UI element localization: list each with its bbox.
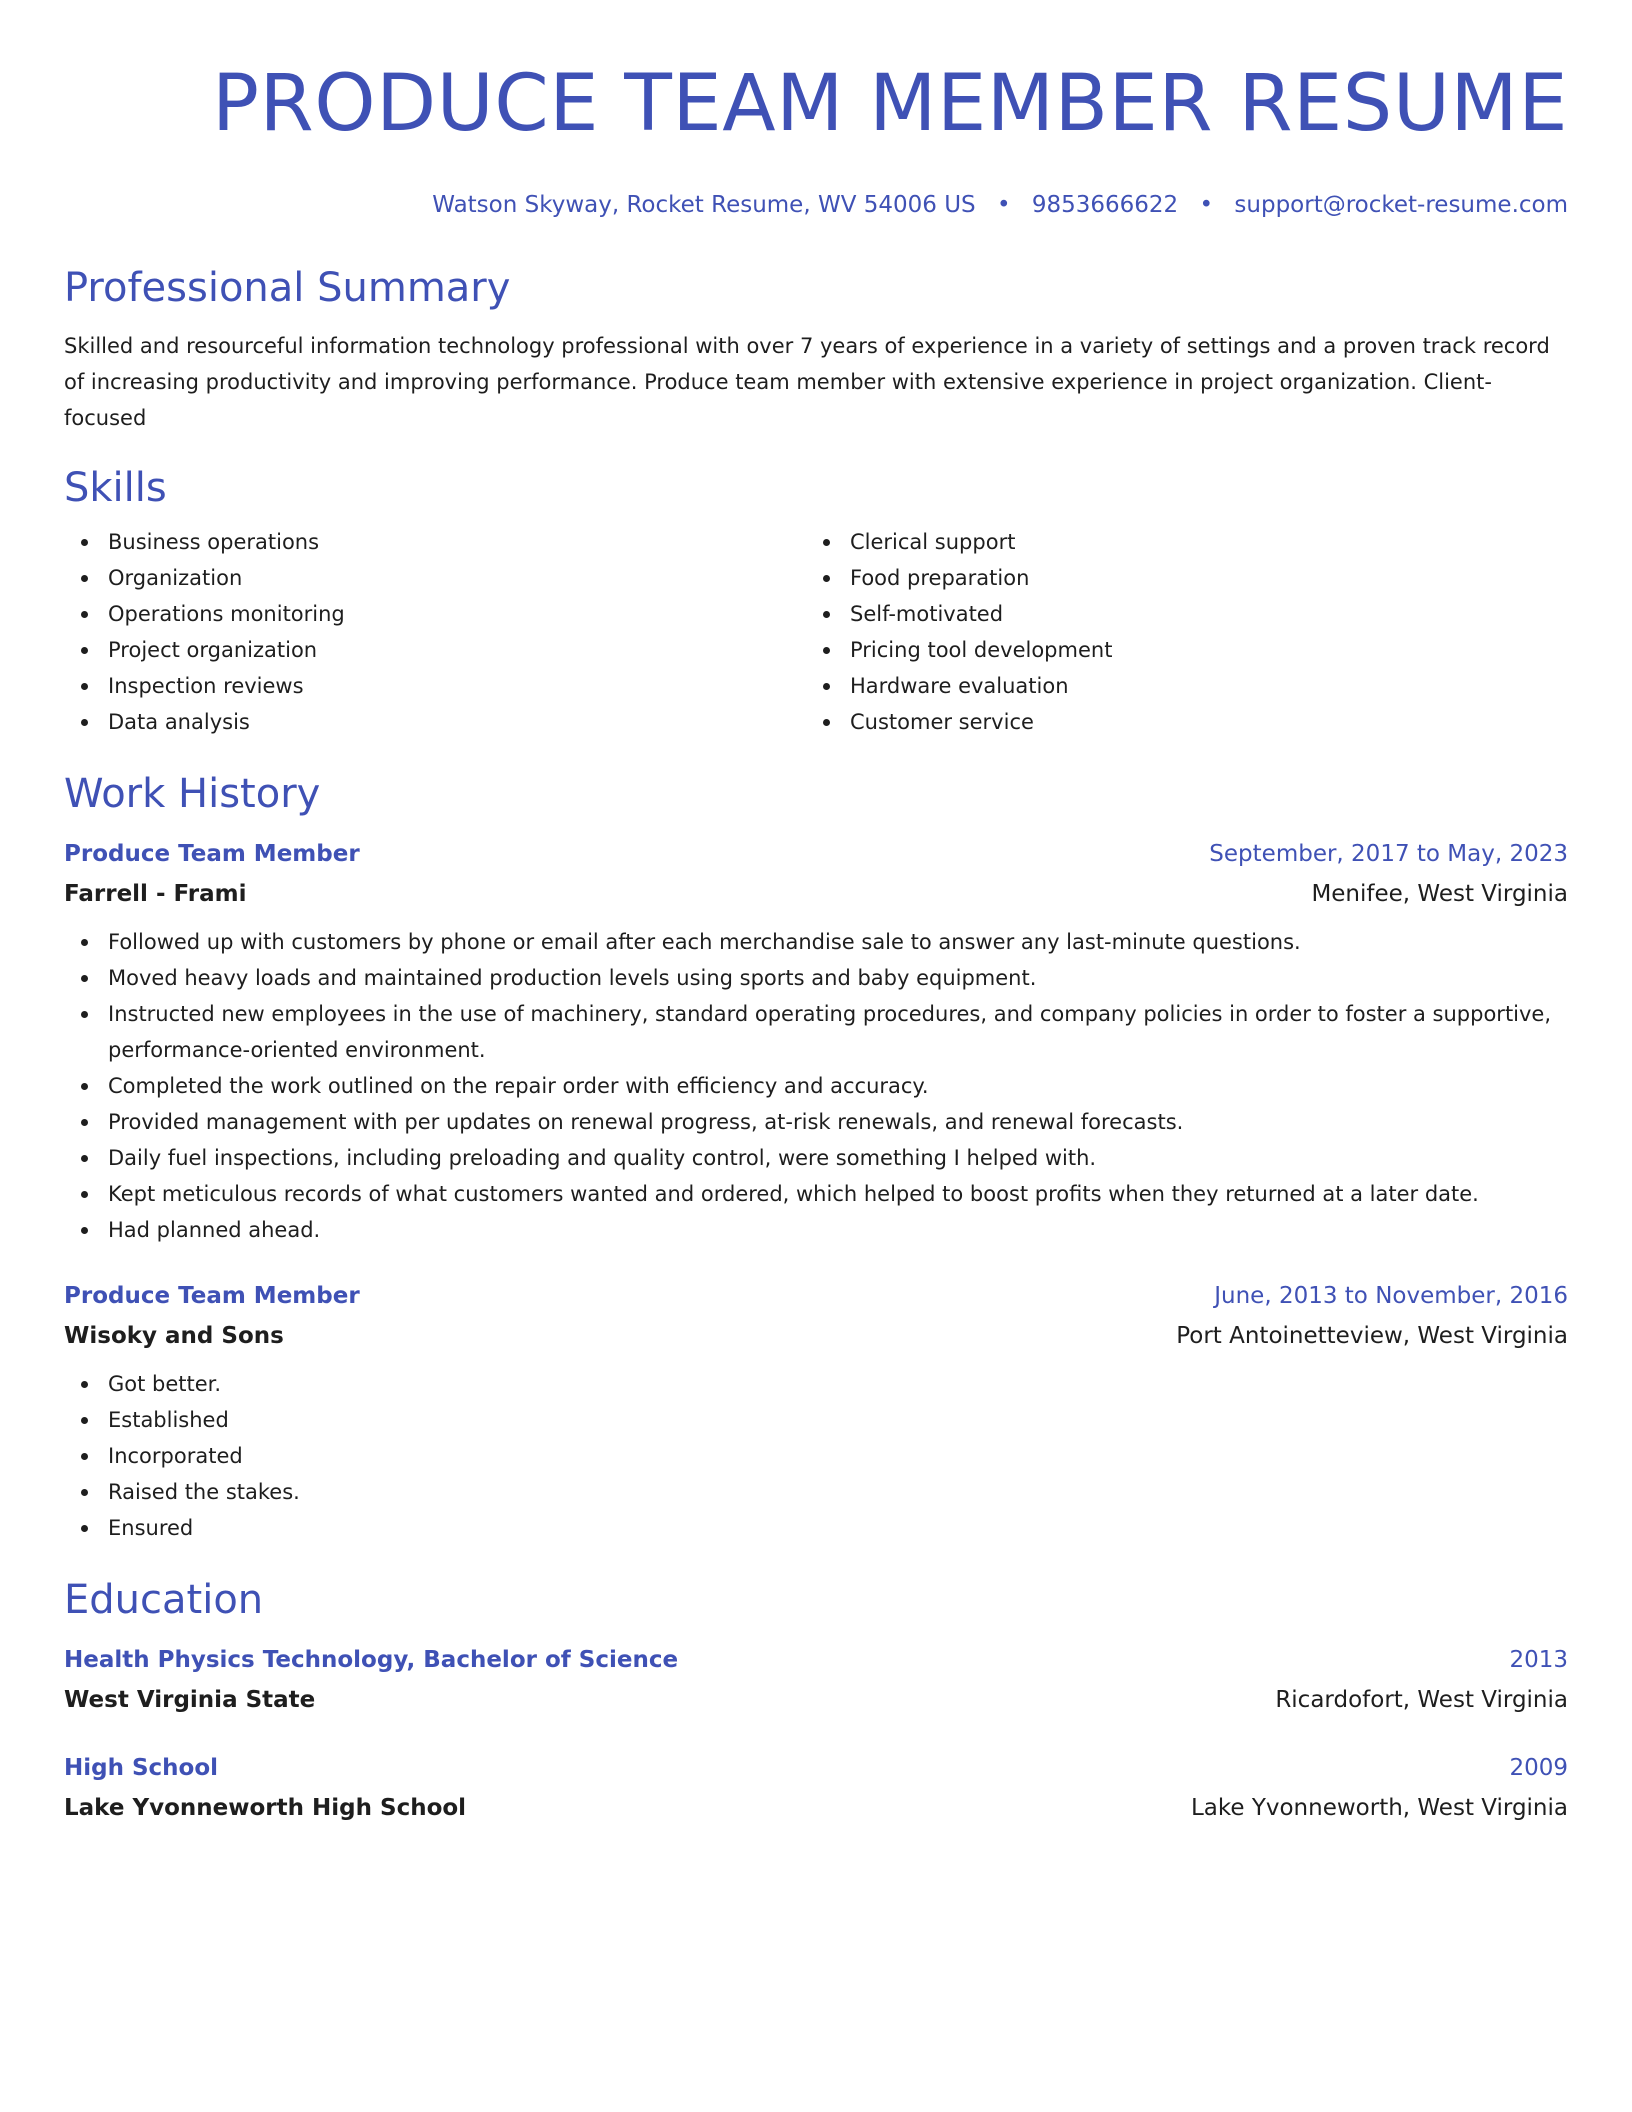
skill-item: Self-motivated bbox=[806, 596, 1548, 632]
job-bullet: Kept meticulous records of what customers wanted and ordered, which helped to boost profits when they returned at a later date. bbox=[64, 1176, 1568, 1212]
contact-email: support@rocket-resume.com bbox=[1234, 192, 1568, 218]
skill-item: Data analysis bbox=[64, 704, 806, 740]
job-bullet: Had planned ahead. bbox=[64, 1212, 1568, 1248]
job-bullet: Incorporated bbox=[64, 1438, 1568, 1474]
education-entry bbox=[64, 1748, 1568, 1828]
contact-line bbox=[64, 190, 1568, 220]
education-degree: Health Physics Technology, Bachelor of Science bbox=[64, 1647, 679, 1673]
skill-item: Food preparation bbox=[806, 560, 1548, 596]
contact-separator: • bbox=[1199, 192, 1214, 218]
job-bullet: Followed up with customers by phone or email after each merchandise sale to answer any last-minute questions. bbox=[64, 924, 1568, 960]
skills-section bbox=[64, 464, 1568, 740]
job-company: Farrell - Frami bbox=[64, 881, 247, 907]
job-company: Wisoky and Sons bbox=[64, 1323, 284, 1349]
job-bullets bbox=[64, 1366, 1568, 1546]
contact-address: Watson Skyway, Rocket Resume, WV 54006 US bbox=[432, 192, 976, 218]
job-bullet: Established bbox=[64, 1402, 1568, 1438]
contact-separator: • bbox=[996, 192, 1011, 218]
education-school: Lake Yvonneworth High School bbox=[64, 1795, 467, 1821]
work-history-heading: Work History bbox=[64, 771, 321, 817]
skill-item: Organization bbox=[64, 560, 806, 596]
job-role: Produce Team Member bbox=[64, 1283, 360, 1309]
job-bullet: Instructed new employees in the use of machinery, standard operating procedures, and company policies in order to foster a supportive, performance-oriented environment. bbox=[64, 996, 1568, 1068]
job-bullet: Daily fuel inspections, including preloading and quality control, were something I helped with. bbox=[64, 1140, 1568, 1176]
education-school: West Virginia State bbox=[64, 1687, 316, 1713]
work-history-section bbox=[64, 770, 1568, 1546]
job-role: Produce Team Member bbox=[64, 841, 360, 867]
resume-title: PRODUCE TEAM MEMBER RESUME bbox=[211, 59, 1568, 149]
education-location: Lake Yvonneworth, West Virginia bbox=[1190, 1795, 1568, 1821]
job-dates: June, 2013 to November, 2016 bbox=[1214, 1283, 1568, 1309]
job-bullets bbox=[64, 924, 1568, 1248]
job-bullet: Raised the stakes. bbox=[64, 1474, 1568, 1510]
education-entry bbox=[64, 1640, 1568, 1720]
skill-item: Pricing tool development bbox=[806, 632, 1548, 668]
skills-column-right bbox=[806, 524, 1548, 740]
education-year: 2009 bbox=[1509, 1755, 1568, 1781]
skill-item: Operations monitoring bbox=[64, 596, 806, 632]
job-entry bbox=[64, 1276, 1568, 1546]
job-bullet: Got better. bbox=[64, 1366, 1568, 1402]
job-dates: September, 2017 to May, 2023 bbox=[1209, 841, 1568, 867]
summary-heading: Professional Summary bbox=[64, 265, 511, 311]
resume-page bbox=[64, 0, 1568, 1828]
skills-column-left bbox=[64, 524, 806, 740]
education-year: 2013 bbox=[1509, 1647, 1568, 1673]
skill-item: Hardware evaluation bbox=[806, 668, 1548, 704]
skill-item: Customer service bbox=[806, 704, 1548, 740]
job-bullet: Ensured bbox=[64, 1510, 1568, 1546]
job-bullet: Moved heavy loads and maintained production levels using sports and baby equipment. bbox=[64, 960, 1568, 996]
job-entry bbox=[64, 834, 1568, 1248]
education-heading: Education bbox=[64, 1577, 264, 1623]
skills-grid bbox=[64, 524, 1568, 740]
skill-item: Business operations bbox=[64, 524, 806, 560]
job-bullet: Completed the work outlined on the repair order with efficiency and accuracy. bbox=[64, 1068, 1568, 1104]
summary-section bbox=[64, 264, 1568, 436]
skills-heading: Skills bbox=[64, 465, 167, 511]
education-section bbox=[64, 1576, 1568, 1828]
education-location: Ricardofort, West Virginia bbox=[1275, 1687, 1568, 1713]
job-location: Port Antoinetteview, West Virginia bbox=[1176, 1323, 1568, 1349]
job-location: Menifee, West Virginia bbox=[1311, 881, 1568, 907]
skill-item: Clerical support bbox=[806, 524, 1548, 560]
skill-item: Project organization bbox=[64, 632, 806, 668]
summary-text: Skilled and resourceful information technology professional with over 7 years of experience in a variety of settings and a proven track record of increasing productivity and improving performance. Produce team member with extensive experience in project organization. Client-focused bbox=[64, 334, 1550, 430]
contact-phone: 9853666622 bbox=[1031, 192, 1179, 218]
skill-item: Inspection reviews bbox=[64, 668, 806, 704]
education-degree: High School bbox=[64, 1755, 219, 1781]
job-bullet: Provided management with per updates on renewal progress, at-risk renewals, and renewal forecasts. bbox=[64, 1104, 1568, 1140]
